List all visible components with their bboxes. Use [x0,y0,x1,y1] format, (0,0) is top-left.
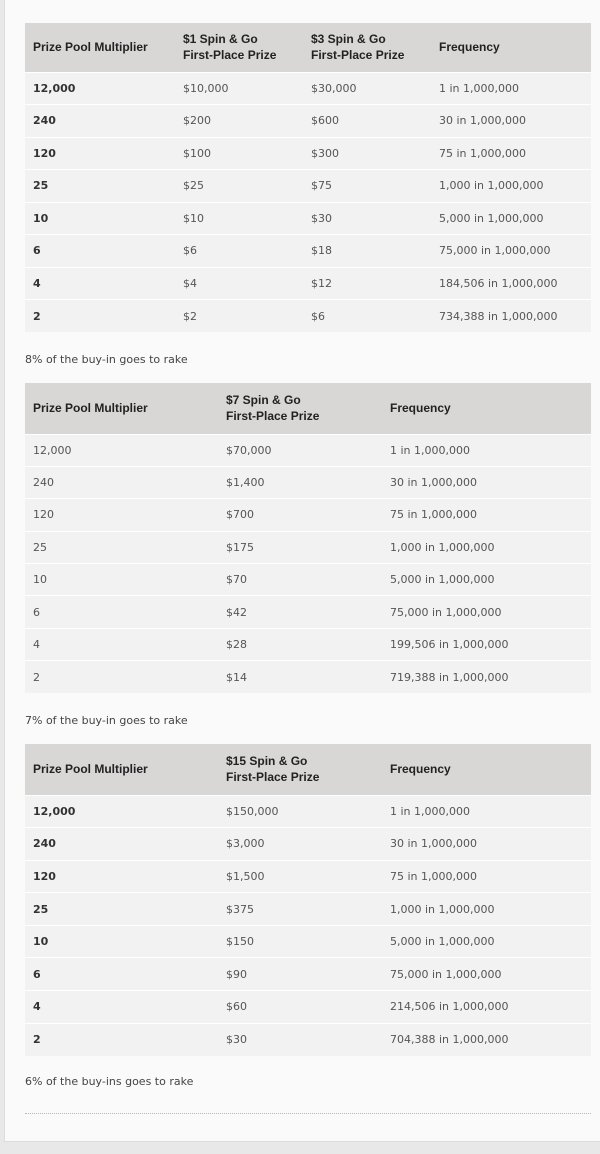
frequency-cell: 184,506 in 1,000,000 [431,267,591,300]
table-header-row [25,744,591,795]
col-header-frequency: Frequency [390,401,451,416]
multiplier-cell: 25 [25,170,175,203]
frequency-cell: 75,000 in 1,000,000 [431,235,591,268]
multiplier-cell: 240 [25,105,175,138]
multiplier-cell: 4 [25,991,218,1024]
multiplier-cell: 240 [25,828,218,861]
frequency-cell: 75,000 in 1,000,000 [382,596,591,628]
frequency-cell: 214,506 in 1,000,000 [382,991,591,1024]
multiplier-cell: 2 [25,661,218,693]
prize-table-1-3 [25,23,591,332]
frequency-cell: 1,000 in 1,000,000 [382,531,591,563]
multiplier-cell: 10 [25,925,218,958]
multiplier-cell: 25 [25,531,218,563]
prize-cell: $90 [218,958,382,991]
prize-table-15 [25,744,591,1056]
frequency-cell: 5,000 in 1,000,000 [431,202,591,235]
prize-cell: $175 [218,531,382,563]
col-header-prize-7: $7 Spin & Go First-Place Prize [226,393,320,424]
rake-note-2: 7% of the buy-in goes to rake [25,714,188,727]
multiplier-cell: 2 [25,1023,218,1056]
frequency-cell: 5,000 in 1,000,000 [382,925,591,958]
table-row [25,434,591,466]
multiplier-cell: 12,000 [25,72,175,105]
prize-cell: $75 [303,170,431,203]
frequency-cell: 719,388 in 1,000,000 [382,661,591,693]
prize-cell: $30 [218,1023,382,1056]
prize-cell: $300 [303,137,431,170]
prize-cell: $70 [218,564,382,596]
frequency-cell: 5,000 in 1,000,000 [382,564,591,596]
prize-table-7 [25,383,591,693]
table-row [25,267,591,300]
frequency-cell: 75 in 1,000,000 [382,860,591,893]
frequency-cell: 1,000 in 1,000,000 [431,170,591,203]
frequency-cell: 1 in 1,000,000 [382,434,591,466]
table-row [25,564,591,596]
multiplier-cell: 6 [25,235,175,268]
table-row [25,958,591,991]
prize-cell: $6 [175,235,303,268]
table-row [25,1023,591,1056]
prize-cell: $42 [218,596,382,628]
prize-cell: $30 [303,202,431,235]
prize-cell: $700 [218,499,382,531]
multiplier-cell: 6 [25,596,218,628]
table-header-row [25,23,591,72]
prize-cell: $2 [175,300,303,333]
table-header-row [25,383,591,434]
multiplier-cell: 120 [25,137,175,170]
multiplier-cell: 120 [25,499,218,531]
article-content [4,0,600,1142]
prize-cell: $4 [175,267,303,300]
prize-cell: $150,000 [218,795,382,828]
multiplier-cell: 120 [25,860,218,893]
frequency-cell: 30 in 1,000,000 [431,105,591,138]
multiplier-cell: 10 [25,202,175,235]
multiplier-cell: 10 [25,564,218,596]
col-header-prize-15: $15 Spin & Go First-Place Prize [226,754,320,785]
prize-cell: $12 [303,267,431,300]
prize-cell: $1,500 [218,860,382,893]
table-row [25,925,591,958]
prize-cell: $18 [303,235,431,268]
prize-cell: $3,000 [218,828,382,861]
frequency-cell: 1,000 in 1,000,000 [382,893,591,926]
frequency-cell: 75 in 1,000,000 [431,137,591,170]
prize-cell: $6 [303,300,431,333]
frequency-cell: 75,000 in 1,000,000 [382,958,591,991]
prize-cell: $30,000 [303,72,431,105]
frequency-cell: 199,506 in 1,000,000 [382,628,591,660]
prize-cell: $60 [218,991,382,1024]
divider [25,1113,591,1114]
prize-cell: $375 [218,893,382,926]
table-row [25,300,591,333]
multiplier-cell: 12,000 [25,795,218,828]
table-row [25,596,591,628]
prize-cell: $25 [175,170,303,203]
frequency-cell: 1 in 1,000,000 [382,795,591,828]
col-header-multiplier: Prize Pool Multiplier [33,40,148,55]
multiplier-cell: 25 [25,893,218,926]
frequency-cell: 734,388 in 1,000,000 [431,300,591,333]
multiplier-cell: 4 [25,628,218,660]
multiplier-cell: 240 [25,466,218,498]
table-row [25,202,591,235]
table-row [25,661,591,693]
col-header-multiplier: Prize Pool Multiplier [33,401,148,416]
table-row [25,991,591,1024]
frequency-cell: 30 in 1,000,000 [382,466,591,498]
multiplier-cell: 4 [25,267,175,300]
rake-note-3: 6% of the buy-ins goes to rake [25,1075,194,1088]
col-header-prize-3: $3 Spin & Go First-Place Prize [311,32,405,63]
prize-cell: $10 [175,202,303,235]
table-row [25,893,591,926]
table-row [25,235,591,268]
table-row [25,795,591,828]
prize-cell: $14 [218,661,382,693]
table-row [25,137,591,170]
table-row [25,499,591,531]
table-row [25,860,591,893]
col-header-frequency: Frequency [439,40,500,55]
frequency-cell: 1 in 1,000,000 [431,72,591,105]
table-row [25,170,591,203]
table-row [25,628,591,660]
prize-cell: $150 [218,925,382,958]
prize-cell: $28 [218,628,382,660]
prize-cell: $100 [175,137,303,170]
col-header-prize-1: $1 Spin & Go First-Place Prize [183,32,277,63]
frequency-cell: 30 in 1,000,000 [382,828,591,861]
table-row [25,466,591,498]
col-header-multiplier: Prize Pool Multiplier [33,762,148,777]
multiplier-cell: 12,000 [25,434,218,466]
frequency-cell: 704,388 in 1,000,000 [382,1023,591,1056]
table-row [25,105,591,138]
table-row [25,72,591,105]
prize-cell: $10,000 [175,72,303,105]
prize-cell: $1,400 [218,466,382,498]
table-row [25,828,591,861]
multiplier-cell: 2 [25,300,175,333]
frequency-cell: 75 in 1,000,000 [382,499,591,531]
prize-cell: $200 [175,105,303,138]
col-header-frequency: Frequency [390,762,451,777]
prize-cell: $600 [303,105,431,138]
table-row [25,531,591,563]
rake-note-1: 8% of the buy-in goes to rake [25,353,188,366]
multiplier-cell: 6 [25,958,218,991]
prize-cell: $70,000 [218,434,382,466]
